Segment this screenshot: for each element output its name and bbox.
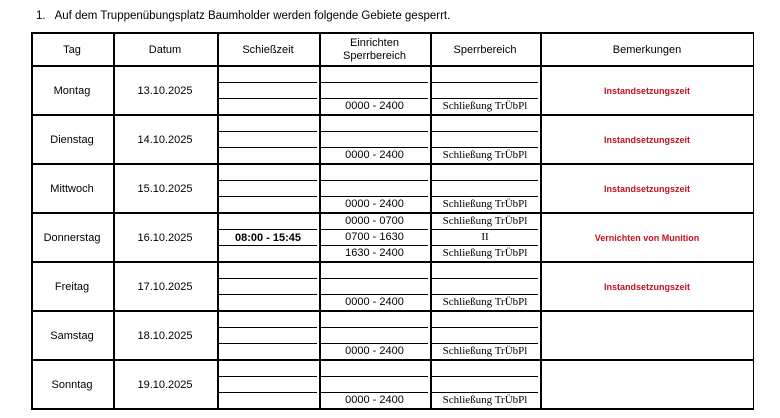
restricted-area-cell: Schließung TrÜbPl (442, 198, 528, 210)
date-cell: 16.10.2025 (137, 231, 193, 244)
sub-row-line (432, 408, 538, 409)
table-border-top (31, 32, 754, 34)
restricted-area-cell: Schließung TrÜbPl (442, 149, 528, 161)
sub-row-line (219, 278, 317, 279)
sub-row-line (219, 82, 317, 83)
date-cell: 17.10.2025 (137, 280, 193, 293)
sub-row-line (321, 114, 428, 115)
date-cell: 19.10.2025 (137, 378, 193, 391)
remark-cell: Instandsetzungszeit (603, 183, 690, 194)
setup-time-cell: 0000 - 2400 (345, 345, 404, 357)
closure-table (31, 32, 754, 412)
sub-row-line (432, 359, 538, 360)
restricted-area-cell: Schließung TrÜbPl (442, 247, 528, 259)
sub-row-line (432, 261, 538, 262)
sub-row-line (219, 180, 317, 181)
setup-time-cell: 0000 - 2400 (345, 149, 404, 161)
intro-text (36, 10, 450, 22)
setup-time-cell: 0000 - 2400 (345, 394, 404, 406)
sub-row-line (432, 163, 538, 164)
setup-time-cell: 0700 - 1630 (345, 231, 404, 243)
sub-row-line (219, 114, 317, 115)
restricted-area-cell: II (481, 231, 489, 243)
sub-row-line (321, 278, 428, 279)
sub-row-line (321, 131, 428, 132)
sub-row-line (321, 359, 428, 360)
remark-cell: Vernichten von Munition (594, 232, 700, 243)
header-sperrbereich: Sperrbereich (453, 43, 517, 56)
sub-row-line (432, 327, 538, 328)
sub-row-line (321, 327, 428, 328)
header-bemerkungen: Bemerkungen (612, 43, 682, 56)
firing-time-cell: 08:00 - 15:45 (234, 231, 302, 244)
sub-row-line (432, 114, 538, 115)
sub-row-line (219, 163, 317, 164)
sub-row-line (219, 359, 317, 360)
day-cell: Dienstag (50, 133, 94, 146)
sub-row-line (219, 310, 317, 311)
sub-row-line (321, 310, 428, 311)
day-cell: Mittwoch (50, 182, 94, 195)
day-cell: Samstag (50, 329, 94, 342)
sub-row-line (432, 376, 538, 377)
date-cell: 14.10.2025 (137, 133, 193, 146)
restricted-area-cell: Schließung TrÜbPl (442, 100, 528, 112)
sub-row-line (432, 82, 538, 83)
sub-row-line (219, 294, 317, 295)
setup-time-cell: 0000 - 2400 (345, 100, 404, 112)
restricted-area-cell: Schließung TrÜbPl (442, 215, 528, 227)
remark-cell: Instandsetzungszeit (603, 85, 690, 96)
sub-row-line (219, 196, 317, 197)
header-tag: Tag (63, 43, 81, 56)
sub-row-line (321, 180, 428, 181)
restricted-area-cell: Schließung TrÜbPl (442, 296, 528, 308)
sub-row-line (219, 408, 317, 409)
header-einrichten (319, 34, 430, 66)
restricted-area-cell: Schließung TrÜbPl (442, 394, 528, 406)
sub-row-line (432, 310, 538, 311)
restricted-area-cell: Schließung TrÜbPl (442, 345, 528, 357)
sub-row-line (219, 392, 317, 393)
sub-row-line (219, 376, 317, 377)
sub-row-line (321, 408, 428, 409)
sub-row-line (432, 278, 538, 279)
day-cell: Freitag (54, 280, 90, 293)
sub-row-line (219, 147, 317, 148)
sub-row-line (432, 180, 538, 181)
header-einrichten-line1: Einrichten (350, 37, 399, 49)
date-cell: 18.10.2025 (137, 329, 193, 342)
intro-sentence: Auf dem Truppenübungsplatz Baumholder werden folgende Gebiete gesperrt. (54, 10, 451, 22)
sub-row-line (219, 98, 317, 99)
day-cell: Donnerstag (43, 231, 101, 244)
date-cell: 13.10.2025 (137, 84, 193, 97)
intro-number: 1. (36, 10, 46, 22)
setup-time-cell: 1630 - 2400 (345, 247, 404, 259)
setup-time-cell: 0000 - 2400 (345, 296, 404, 308)
header-einrichten-line2: Sperrbereich (343, 50, 406, 62)
setup-time-cell: 0000 - 0700 (345, 215, 404, 227)
sub-row-line (321, 376, 428, 377)
sub-row-line (321, 82, 428, 83)
sub-row-line (219, 327, 317, 328)
sub-row-line (219, 343, 317, 344)
remark-cell: Instandsetzungszeit (603, 281, 690, 292)
header-datum: Datum (148, 43, 182, 56)
remark-cell: Instandsetzungszeit (603, 134, 690, 145)
date-cell: 15.10.2025 (137, 182, 193, 195)
header-schiesszeit: Schießzeit (242, 43, 294, 56)
day-cell: Sonntag (51, 378, 93, 391)
day-cell: Montag (53, 84, 91, 97)
sub-row-line (321, 261, 428, 262)
setup-time-cell: 0000 - 2400 (345, 198, 404, 210)
sub-row-line (321, 163, 428, 164)
sub-row-line (432, 131, 538, 132)
sub-row-line (219, 131, 317, 132)
